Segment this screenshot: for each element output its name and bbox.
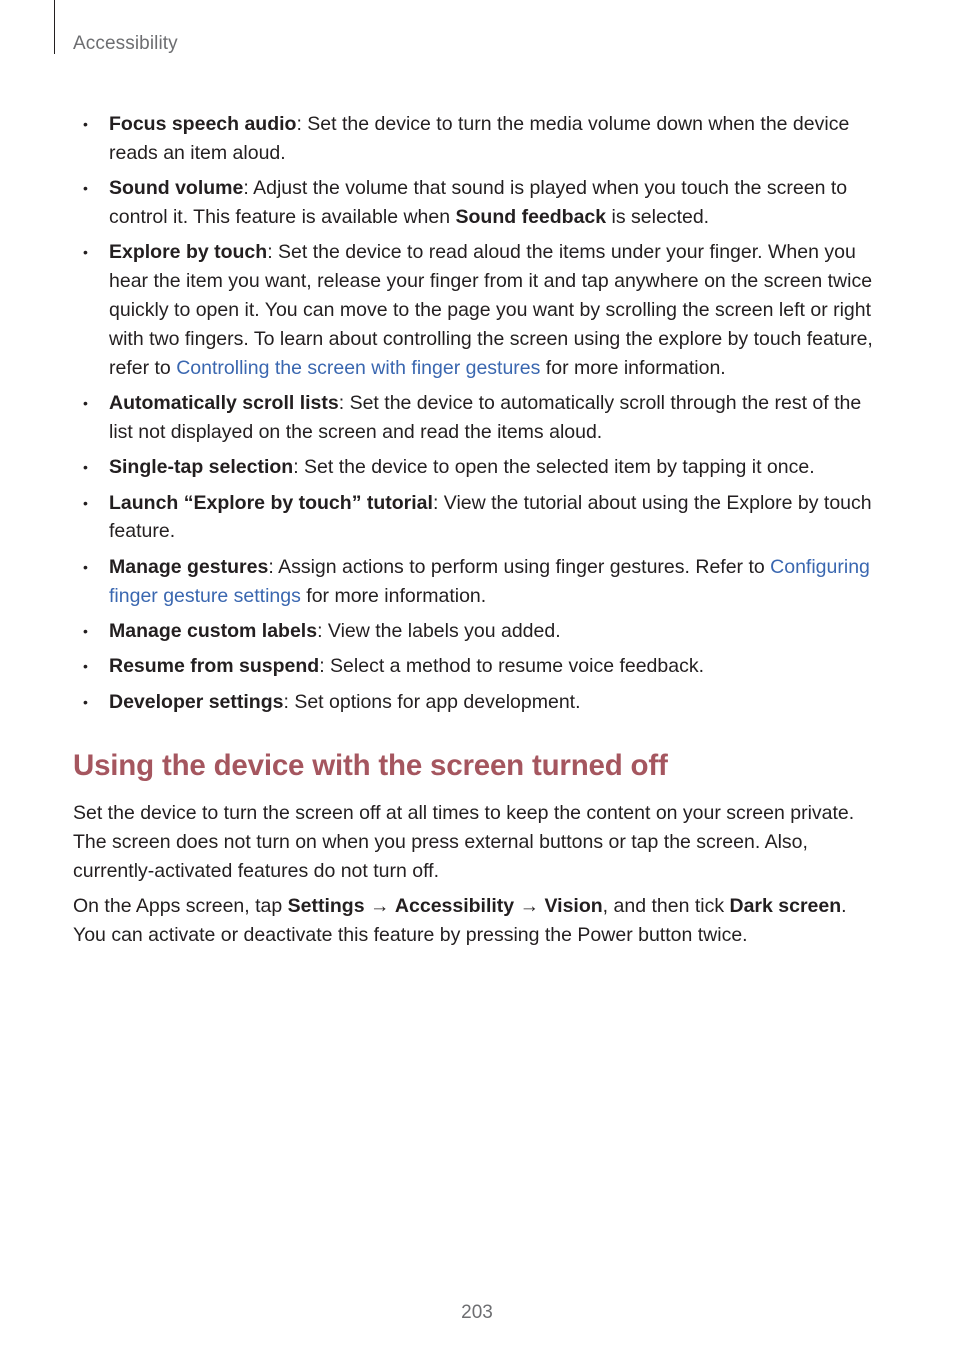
option-description: : Set the device to read aloud the items under your finger. When you hear the item you want, release your finger from it and tap anywhere on the screen twice quickly to open it. You can move to the page you want by scrolling the screen left or right with two fingers. To learn about controlling the screen using the explore by touch feature, refer to [109, 241, 873, 379]
link-controlling-screen-gestures[interactable]: Controlling the screen with finger gestures [176, 356, 541, 379]
bullet-icon: • [83, 622, 88, 639]
list-item-manage-custom-labels [83, 617, 883, 646]
option-term: Manage custom labels [109, 619, 318, 642]
running-header: Accessibility [73, 33, 178, 54]
option-term: Sound volume [109, 177, 244, 200]
instruction-text: , and then tick [602, 895, 730, 917]
option-term: Developer settings [109, 690, 284, 713]
page-number: 203 [461, 1302, 493, 1323]
option-term: Resume from suspend [109, 655, 320, 678]
option-description-end: for more information. [300, 584, 487, 607]
bullet-icon: • [83, 244, 88, 261]
option-term: Focus speech audio [109, 113, 297, 135]
option-description: : View the labels you added. [317, 619, 561, 642]
list-item-explore-by-touch [83, 238, 883, 382]
option-description: : Set the device to turn the media volume down when the device reads an item aloud. [109, 113, 850, 164]
option-term: Automatically scroll lists [109, 391, 339, 414]
list-item-sound-volume [83, 174, 883, 232]
list-item-manage-gestures [83, 553, 883, 611]
list-item-resume-from-suspend [83, 652, 883, 681]
menu-path-vision: Vision [544, 895, 603, 917]
list-item-single-tap-selection [83, 453, 883, 482]
option-term: Single-tap selection [109, 456, 294, 479]
option-description: : Adjust the volume that sound is played when you touch the screen to control it. This feature is available when [109, 177, 848, 228]
option-description: : Select a method to resume voice feedback. [319, 655, 705, 678]
bullet-icon: • [83, 180, 88, 197]
list-item-launch-tutorial [83, 489, 883, 547]
bullet-icon: • [83, 494, 88, 511]
bullet-icon: • [83, 558, 88, 575]
option-term: Launch “Explore by touch” tutorial [109, 491, 433, 514]
option-dark-screen: Dark screen [729, 895, 842, 917]
option-term: Manage gestures [109, 555, 269, 578]
menu-path-settings: Settings [287, 895, 365, 917]
list-item-developer-settings [83, 688, 883, 717]
arrow-icon: → [514, 895, 545, 917]
option-description: : Assign actions to perform using finger gestures. Refer to [268, 555, 771, 578]
bullet-icon: • [83, 116, 88, 132]
settings-option-list [83, 110, 883, 723]
bullet-icon: • [83, 394, 88, 411]
section-heading: Using the device with the screen turned off [73, 749, 668, 782]
option-description: : Set the device to open the selected item by tapping it once. [293, 456, 815, 479]
bullet-icon: • [83, 693, 88, 710]
link-configuring-gesture-settings[interactable]: Configuring finger gesture settings [109, 555, 870, 607]
option-term-secondary: Sound feedback [455, 205, 607, 228]
option-term: Explore by touch [109, 241, 268, 264]
header-divider [54, 0, 55, 54]
option-description: : Set options for app development. [283, 690, 581, 713]
section-paragraph-intro: Set the device to turn the screen off at all times to keep the content on your screen private. The screen does not turn on when you press external buttons or tap the screen. Also, currently-activated features do not turn off. [73, 802, 855, 882]
option-description: : Set the device to automatically scroll through the rest of the list not displayed on the screen and read the items aloud. [109, 391, 862, 443]
instruction-text: On the Apps screen, tap [73, 895, 288, 917]
bullet-icon: • [83, 658, 88, 675]
menu-path-accessibility: Accessibility [394, 895, 515, 917]
option-description: : View the tutorial about using the Explore by touch feature. [109, 491, 872, 543]
list-item-focus-speech-audio [83, 110, 883, 168]
option-description-end: for more information. [540, 356, 726, 379]
arrow-icon: → [364, 895, 395, 917]
section-paragraph-instructions [73, 892, 883, 950]
option-description-end: is selected. [606, 205, 710, 228]
instruction-text: . You can activate or deactivate this feature by pressing the Power button twice. [73, 895, 847, 946]
list-item-automatically-scroll-lists [83, 389, 883, 447]
bullet-icon: • [83, 459, 88, 476]
